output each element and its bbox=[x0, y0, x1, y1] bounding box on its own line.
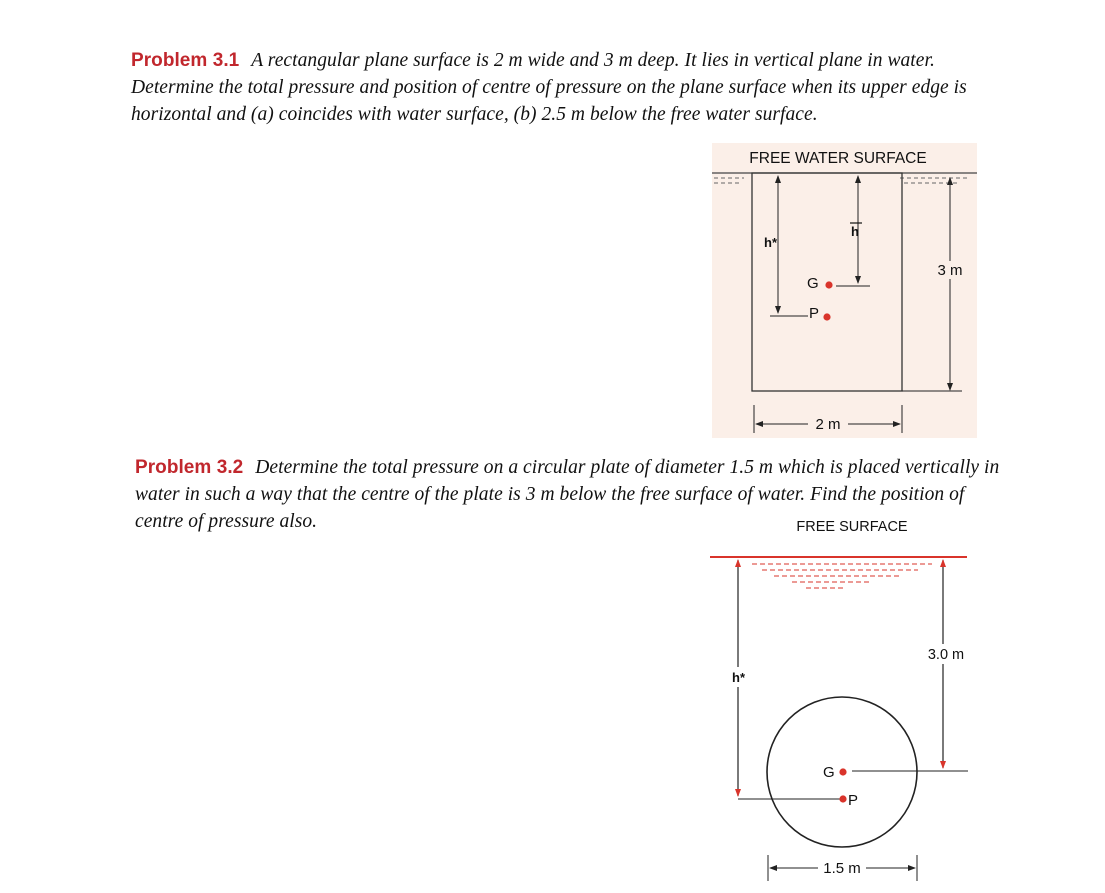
figure-2-circular-plate bbox=[710, 519, 968, 881]
free-surface-label: FREE SURFACE bbox=[796, 519, 908, 535]
centroid-g-point bbox=[825, 281, 832, 288]
g-label-2: G bbox=[823, 764, 835, 781]
centroid-g-point-2 bbox=[839, 768, 846, 775]
width-2m-label: 2 m bbox=[815, 416, 841, 433]
problem-3-1-label: Problem 3.1 bbox=[131, 50, 240, 71]
problem-3-1-text: A rectangular plane surface is 2 m wide and 3 m deep. It lies in vertical plane in water. Determine the total pressure and position of centre of pressure on the plane surface when its upper edge is horizontal and (a) coincides with water surface, (b) 2.5 m below the free water surface. bbox=[131, 50, 967, 125]
g-label: G bbox=[807, 275, 819, 292]
h-star-label-2: h* bbox=[732, 670, 745, 685]
h-star-label: h* bbox=[764, 235, 777, 250]
problem-3-2-label: Problem 3.2 bbox=[135, 457, 244, 478]
p-label-2: P bbox=[848, 792, 859, 809]
depth-3m-label: 3 m bbox=[937, 262, 963, 279]
free-water-surface-label: FREE WATER SURFACE bbox=[749, 150, 927, 167]
problem-3-2-text: Determine the total pressure on a circular plate of diameter 1.5 m which is placed vertically in water in such a way that the centre of the plate is 3 m below the free surface of water. Find the position of centre of pressure also. bbox=[135, 457, 1000, 532]
centre-of-pressure-point bbox=[823, 313, 830, 320]
centre-of-pressure-point-2 bbox=[839, 795, 846, 802]
diameter-1-5m-label: 1.5 m bbox=[823, 860, 861, 877]
figure-1-rectangular-plate bbox=[712, 143, 977, 438]
free-surface-hatch bbox=[752, 564, 932, 588]
p-label: P bbox=[809, 305, 820, 322]
depth-3-0m-label: 3.0 m bbox=[927, 647, 965, 663]
h-bar-label: h bbox=[851, 224, 859, 239]
